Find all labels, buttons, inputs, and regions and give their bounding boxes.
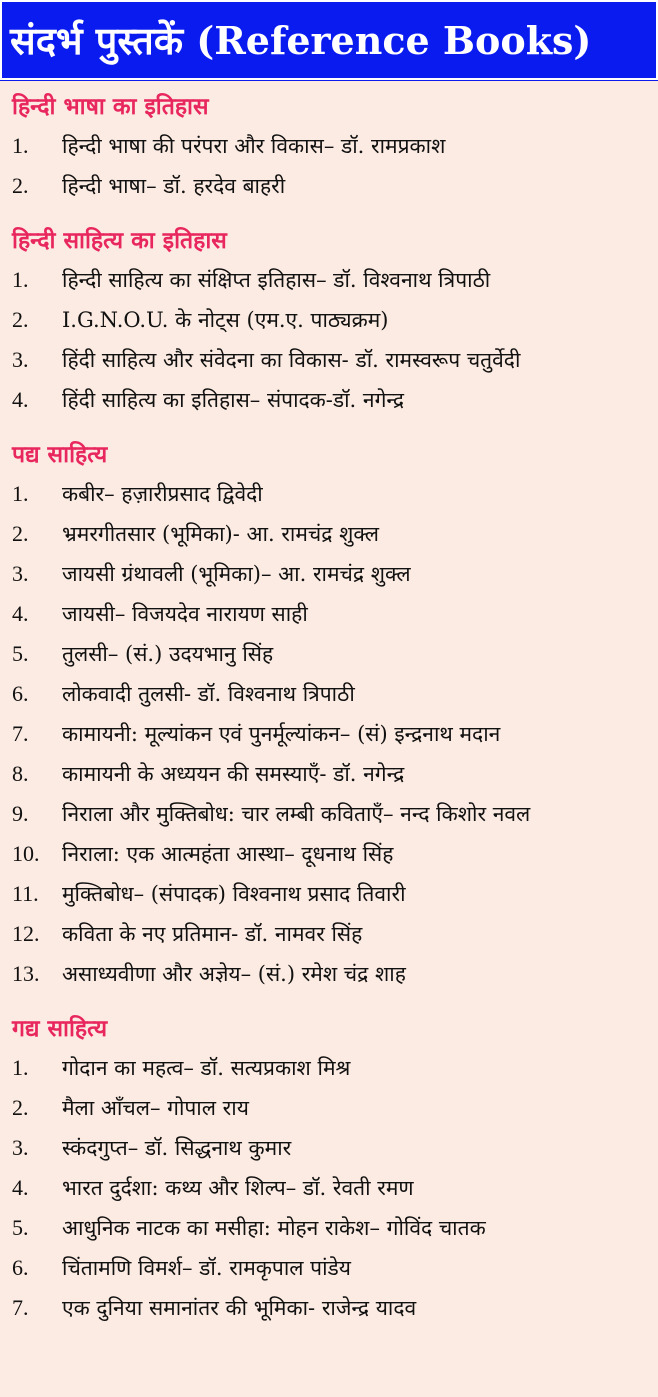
list-item xyxy=(12,1088,658,1128)
list-item xyxy=(12,1208,658,1248)
list-item xyxy=(12,1128,658,1168)
item-number: 2. xyxy=(12,1095,29,1120)
list-item xyxy=(12,914,658,954)
item-number: 12. xyxy=(12,921,40,946)
book-list-hindi-literature-history xyxy=(12,260,658,420)
list-item xyxy=(12,1048,658,1088)
item-number: 6. xyxy=(12,681,29,706)
item-number: 7. xyxy=(12,721,29,746)
list-item xyxy=(12,834,658,874)
item-number: 2. xyxy=(12,307,29,332)
item-number: 11. xyxy=(12,881,39,906)
list-item xyxy=(12,1248,658,1288)
book-list-poetry xyxy=(12,474,658,994)
book-entry: कविता के नए प्रतिमान- डॉ. नामवर सिंह xyxy=(62,922,363,946)
item-number: 1. xyxy=(12,1055,29,1080)
list-item xyxy=(12,166,658,206)
item-number: 6. xyxy=(12,1255,29,1280)
item-number: 1. xyxy=(12,267,29,292)
list-item xyxy=(12,126,658,166)
list-item xyxy=(12,300,658,340)
list-item xyxy=(12,634,658,674)
item-number: 10. xyxy=(12,841,40,866)
section-heading-prose: गद्य साहित्य xyxy=(12,1015,108,1042)
book-entry: निराला: एक आत्महंता आस्था– दूधनाथ सिंह xyxy=(62,842,394,866)
book-entry: कबीर– हज़ारीप्रसाद द्विवेदी xyxy=(62,482,263,506)
book-list-hindi-language-history xyxy=(12,126,658,206)
book-entry: हिन्दी भाषा– डॉ. हरदेव बाहरी xyxy=(62,174,286,198)
book-entry: असाध्यवीणा और अज्ञेय– (सं.) रमेश चंद्र शाह xyxy=(62,962,406,986)
list-item xyxy=(12,794,658,834)
item-number: 13. xyxy=(12,961,40,986)
item-number: 4. xyxy=(12,1175,29,1200)
book-entry: चिंतामणि विमर्श– डॉ. रामकृपाल पांडेय xyxy=(62,1256,351,1280)
book-entry: तुलसी– (सं.) उदयभानु सिंह xyxy=(62,642,274,666)
list-item xyxy=(12,674,658,714)
book-entry: भारत दुर्दशा: कथ्य और शिल्प– डॉ. रेवती रमण xyxy=(62,1176,414,1200)
item-number: 5. xyxy=(12,641,29,666)
section-heading-hindi-literature-history: हिन्दी साहित्य का इतिहास xyxy=(12,227,227,254)
list-item xyxy=(12,1288,658,1328)
item-number: 4. xyxy=(12,601,29,626)
item-number: 9. xyxy=(12,801,29,826)
book-entry: आधुनिक नाटक का मसीहा: मोहन राकेश– गोविंद चातक xyxy=(62,1216,486,1240)
item-number: 2. xyxy=(12,521,29,546)
list-item xyxy=(12,874,658,914)
list-item xyxy=(12,754,658,794)
list-item xyxy=(12,340,658,380)
list-item xyxy=(12,594,658,634)
book-entry: हिन्दी भाषा की परंपरा और विकास– डॉ. रामप्रकाश xyxy=(62,134,446,158)
book-entry: हिन्दी साहित्य का संक्षिप्त इतिहास– डॉ. विश्वनाथ त्रिपाठी xyxy=(62,268,491,292)
section-heading-hindi-language-history: हिन्दी भाषा का इतिहास xyxy=(12,93,209,120)
book-entry: निराला और मुक्तिबोध: चार लम्बी कविताएँ– नन्द किशोर नवल xyxy=(62,802,531,826)
book-entry: एक दुनिया समानांतर की भूमिका- राजेन्द्र यादव xyxy=(62,1296,417,1320)
item-number: 2. xyxy=(12,173,29,198)
book-entry: जायसी ग्रंथावली (भूमिका)– आ. रामचंद्र शुक्ल xyxy=(62,562,411,586)
page-title: संदर्भ पुस्तकें (Reference Books) xyxy=(0,0,658,80)
book-entry: हिंदी साहित्य और संवेदना का विकास- डॉ. रामस्वरूप चतुर्वेदी xyxy=(62,348,521,372)
reference-content xyxy=(0,92,658,1328)
list-item xyxy=(12,514,658,554)
list-item xyxy=(12,554,658,594)
book-entry: स्कंदगुप्त– डॉ. सिद्धनाथ कुमार xyxy=(62,1136,292,1160)
book-entry: मुक्तिबोध– (संपादक) विश्वनाथ प्रसाद तिवारी xyxy=(62,882,406,906)
item-number: 3. xyxy=(12,347,29,372)
item-number: 8. xyxy=(12,761,29,786)
book-entry: हिंदी साहित्य का इतिहास– संपादक-डॉ. नगेन्द्र xyxy=(62,388,405,412)
section-heading-poetry: पद्य साहित्य xyxy=(12,441,108,468)
item-number: 4. xyxy=(12,387,29,412)
book-entry: भ्रमरगीतसार (भूमिका)- आ. रामचंद्र शुक्ल xyxy=(62,522,380,546)
list-item xyxy=(12,474,658,514)
item-number: 3. xyxy=(12,1135,29,1160)
book-entry: कामायनी के अध्ययन की समस्याएँ- डॉ. नगेन्द्र xyxy=(62,762,405,786)
list-item xyxy=(12,714,658,754)
item-number: 7. xyxy=(12,1295,29,1320)
book-entry: गोदान का महत्व– डॉ. सत्यप्रकाश मिश्र xyxy=(62,1056,351,1080)
item-number: 1. xyxy=(12,481,29,506)
book-list-prose xyxy=(12,1048,658,1328)
item-number: 3. xyxy=(12,561,29,586)
book-entry: I.G.N.O.U. के नोट्स (एम.ए. पाठ्यक्रम) xyxy=(62,308,389,332)
list-item xyxy=(12,1168,658,1208)
book-entry: मैला आँचल– गोपाल राय xyxy=(62,1096,249,1120)
list-item xyxy=(12,260,658,300)
book-entry: कामायनी: मूल्यांकन एवं पुनर्मूल्यांकन– (सं) इन्द्रनाथ मदान xyxy=(62,722,501,746)
book-entry: लोकवादी तुलसी- डॉ. विश्वनाथ त्रिपाठी xyxy=(62,682,355,706)
item-number: 1. xyxy=(12,133,29,158)
list-item xyxy=(12,380,658,420)
item-number: 5. xyxy=(12,1215,29,1240)
book-entry: जायसी– विजयदेव नारायण साही xyxy=(62,602,308,626)
list-item xyxy=(12,954,658,994)
